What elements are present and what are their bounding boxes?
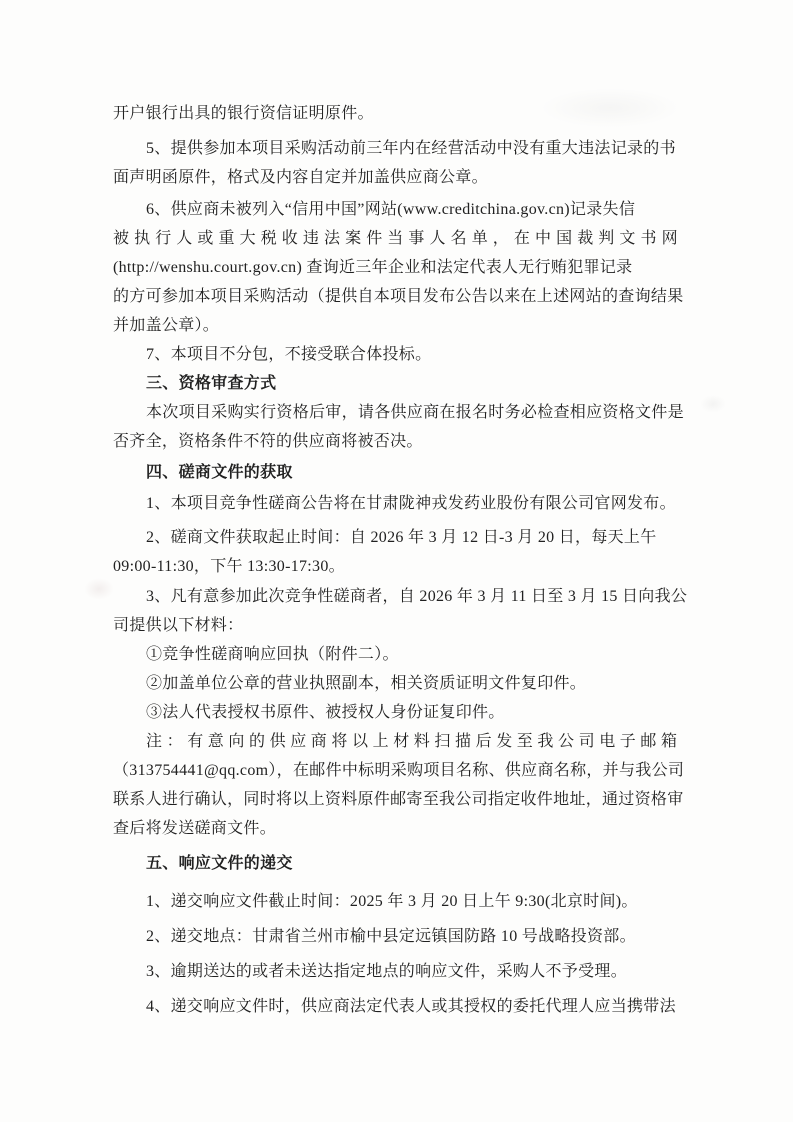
section-heading-5: 五、响应文件的递交 [146,855,293,872]
numbered-item-line: 2、递交地点：甘肃省兰州市榆中县定远镇国防路 10 号战略投资部。 [146,928,636,945]
body-line: （313754441@qq.com），在邮件中标明采购项目名称、供应商名称，并与我公司 [113,762,685,779]
scan-smudge [700,395,726,413]
body-line: (http://wenshu.court.gov.cn) 查询近三年企业和法定代表人无行贿犯罪记录 [113,259,633,276]
body-line: 的方可参加本项目采购活动（提供自本项目发布公告以来在上述网站的查询结果 [113,288,684,305]
scan-smudge [84,578,114,600]
numbered-item-line: 6、供应商未被列入“信用中国”网站(www.creditchina.gov.cn)记录失信 [146,201,636,218]
numbered-item-line: 2、磋商文件获取起止时间：自 2026 年 3 月 12 日-3 月 20 日，每天上午 [146,529,657,546]
circled-item-line: ③法人代表授权书原件、被授权人身份证复印件。 [146,704,505,721]
body-line: 开户银行出具的银行资信证明原件。 [113,105,374,122]
body-line: 司提供以下材料： [113,617,244,634]
body-line: 本次项目采购实行资格后审，请各供应商在报名时务必检查相应资格文件是 [146,404,684,421]
numbered-item-line: 5、提供参加本项目采购活动前三年内在经营活动中没有重大违法记录的书 [146,140,676,157]
numbered-item-line: 4、递交响应文件时，供应商法定代表人或其授权的委托代理人应当携带法 [146,998,676,1015]
numbered-item-line: 1、递交响应文件截止时间：2025 年 3 月 20 日上午 9:30(北京时间)。 [146,893,638,910]
section-heading-3: 三、资格审查方式 [146,375,277,392]
body-line: 面声明函原件，格式及内容自定并加盖供应商公章。 [113,169,488,186]
body-line: 联系人进行确认，同时将以上资料原件邮寄至我公司指定收件地址，通过资格审 [113,791,684,808]
note-line: 注：有意向的供应商将以上材料扫描后发至我公司电子邮箱 [146,733,682,750]
section-heading-4: 四、磋商文件的获取 [146,464,293,481]
body-line: 被执行人或重大税收违法案件当事人名单，在中国裁判文书网 [113,230,683,247]
circled-item-line: ②加盖单位公章的营业执照副本，相关资质证明文件复印件。 [146,675,587,692]
body-line: 并加盖公章）。 [113,317,220,334]
body-line: 查后将发送磋商文件。 [113,820,277,837]
circled-item-line: ①竞争性磋商响应回执（附件二）。 [146,646,399,663]
document-body [113,99,688,1021]
numbered-item-line: 1、本项目竞争性磋商公告将在甘肃陇神戎发药业股份有限公司官网发布。 [146,495,676,512]
numbered-item-line: 3、逾期送达的或者未送达指定地点的响应文件，采购人不予受理。 [146,963,628,980]
body-line: 否齐全，资格条件不符的供应商将被否决。 [113,433,423,450]
numbered-item-line: 7、本项目不分包，不接受联合体投标。 [146,346,432,363]
body-line: 09:00-11:30，下午 13:30-17:30。 [113,558,345,575]
numbered-item-line: 3、凡有意参加此次竞争性磋商者，自 2026 年 3 月 11 日至 3 月 15 日向我公 [146,588,688,605]
